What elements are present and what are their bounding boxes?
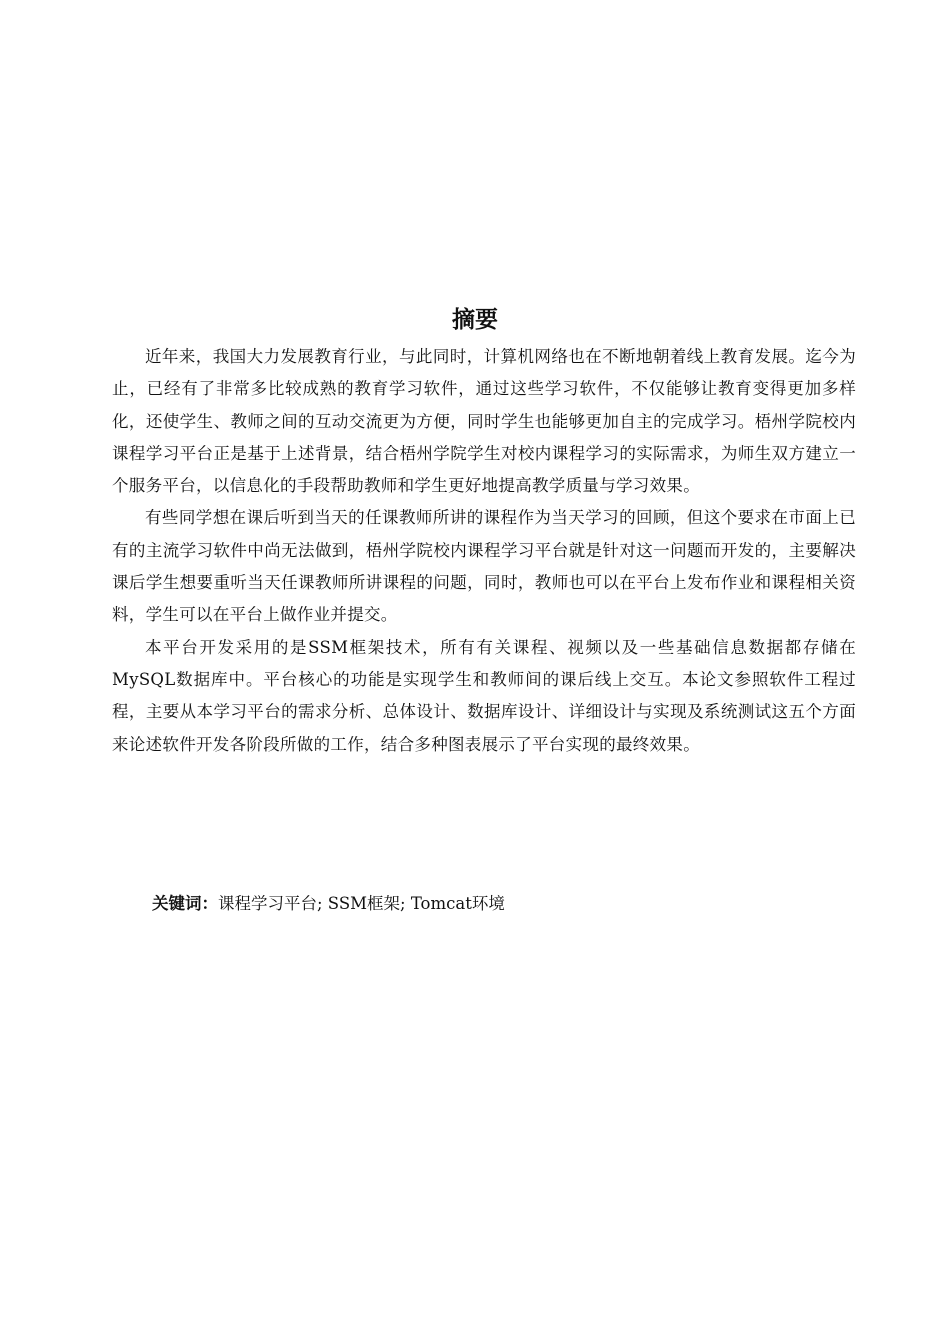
abstract-body: [112, 341, 856, 761]
keywords-text: 课程学习平台; SSM框架; Tomcat环境: [218, 894, 505, 913]
abstract-title: 摘要: [452, 307, 498, 333]
abstract-paragraph-1: 近年来，我国大力发展教育行业，与此同时，计算机网络也在不断地朝着线上教育发展。迄今为止，已经有了非常多比较成熟的教育学习软件，通过这些学习软件，不仅能够让教育变得更加多样化，还使学生、教师之间的互动交流更为方便，同时学生也能够更加自主的完成学习。梧州学院校内课程学习平台正是基于上述背景，结合梧州学院学生对校内课程学习的实际需求，为师生双方建立一个服务平台，以信息化的手段帮助教师和学生更好地提高教学质量与学习效果。: [112, 347, 856, 496]
keywords-label: 关键词：: [152, 894, 218, 913]
abstract-paragraph-2: 有些同学想在课后听到当天的任课教师所讲的课程作为当天学习的回顾，但这个要求在市面上已有的主流学习软件中尚无法做到，梧州学院校内课程学习平台就是针对这一问题而开发的，主要解决课后学生想要重听当天任课教师所讲课程的问题，同时，教师也可以在平台上发布作业和课程相关资料，学生可以在平台上做作业并提交。: [112, 508, 856, 625]
keywords-line: [152, 888, 852, 920]
abstract-paragraph-3: 本平台开发采用的是SSM框架技术，所有有关课程、视频以及一些基础信息数据都存储在MySQL数据库中。平台核心的功能是实现学生和教师间的课后线上交互。本论文参照软件工程过程，主要从本学习平台的需求分析、总体设计、数据库设计、详细设计与实现及系统测试这五个方面来论述软件开发各阶段所做的工作，结合多种图表展示了平台实现的最终效果。: [112, 637, 856, 754]
